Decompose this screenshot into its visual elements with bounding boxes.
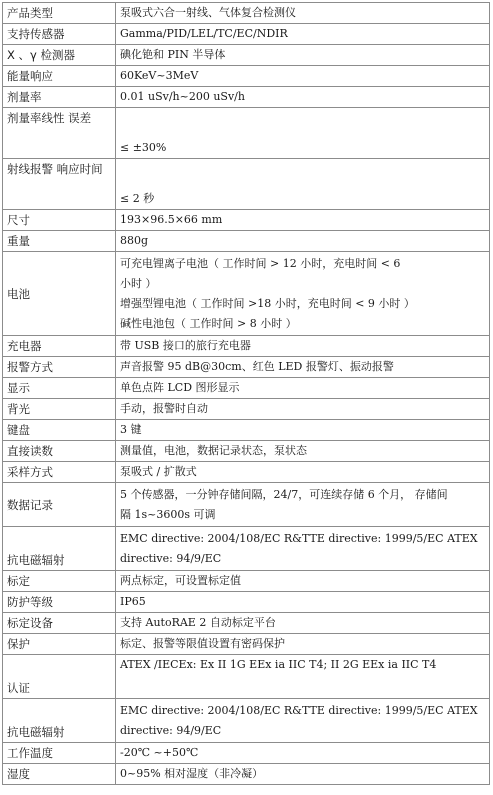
spec-table-body [3, 3, 490, 785]
spec-value [116, 159, 490, 210]
spec-table [2, 2, 490, 785]
spec-value-line: directive: 94/9/EC [120, 551, 222, 565]
spec-label: 电池 [3, 252, 116, 336]
spec-value [116, 45, 490, 66]
spec-value [116, 655, 490, 699]
spec-label: 抗电磁辐射 [3, 527, 116, 571]
spec-value-line: EMC directive: 2004/108/EC R&TTE directive: 1999/5/EC ATEX [120, 703, 478, 717]
spec-row [3, 231, 490, 252]
spec-value [116, 108, 490, 159]
spec-value [116, 571, 490, 592]
spec-row [3, 336, 490, 357]
spec-row [3, 764, 490, 785]
spec-row [3, 655, 490, 699]
spec-value-line: 60KeV~3MeV [120, 69, 199, 82]
spec-value [116, 336, 490, 357]
spec-value-line: ≤ 2 秒 [120, 192, 155, 205]
spec-value [116, 613, 490, 634]
spec-label: 键盘 [3, 420, 116, 441]
spec-value-line: 测量值，电池，数据记录状态，泵状态 [120, 444, 307, 457]
spec-value-line: 带 USB 接口的旅行充电器 [120, 339, 251, 352]
spec-label: 报警方式 [3, 357, 116, 378]
spec-row [3, 210, 490, 231]
spec-label: 认证 [3, 655, 116, 699]
spec-value-line: 声音报警 95 dB@30cm、红色 LED 报警灯、振动报警 [120, 360, 394, 373]
spec-value-line: 手动，报警时自动 [120, 402, 208, 415]
spec-value-line: -20℃ ~+50℃ [120, 746, 199, 759]
spec-value-line: 5 个传感器，一分钟存储间隔，24/7，可连续存储 6 个月， 存储间 [120, 487, 448, 501]
spec-value-line: EMC directive: 2004/108/EC R&TTE directive: 1999/5/EC ATEX [120, 531, 478, 545]
spec-row [3, 527, 490, 571]
spec-value-line: 0~95% 相对湿度（非冷凝） [120, 767, 264, 780]
spec-row [3, 634, 490, 655]
spec-value-line: Gamma/PID/LEL/TC/EC/NDIR [120, 27, 288, 40]
spec-value-line: 隔 1s~3600s 可调 [120, 507, 216, 521]
spec-value-line: 193×96.5×66 mm [120, 213, 223, 226]
spec-value [116, 378, 490, 399]
spec-row [3, 87, 490, 108]
spec-label: 重量 [3, 231, 116, 252]
spec-value-line: 两点标定，可设置标定值 [120, 574, 241, 587]
spec-label: 能量响应 [3, 66, 116, 87]
spec-value-line: 3 键 [120, 423, 142, 436]
spec-row [3, 420, 490, 441]
spec-value-line: ≤ ±30% [120, 141, 167, 154]
spec-value [116, 764, 490, 785]
spec-value-line: 碱性电池包（ 工作时间 > 8 小时 ） [120, 316, 297, 330]
spec-row [3, 483, 490, 527]
spec-value-line: 泵吸式 / 扩散式 [120, 465, 197, 478]
spec-label: 产品类型 [3, 3, 116, 24]
spec-label: 标定设备 [3, 613, 116, 634]
spec-value [116, 357, 490, 378]
spec-value [116, 527, 490, 571]
spec-value-line: 支持 AutoRAE 2 自动标定平台 [120, 616, 276, 629]
spec-value [116, 699, 490, 743]
spec-row [3, 743, 490, 764]
spec-label: 抗电磁辐射 [3, 699, 116, 743]
spec-label: 直接读数 [3, 441, 116, 462]
spec-row [3, 699, 490, 743]
spec-value-line: 单色点阵 LCD 图形显示 [120, 381, 240, 394]
spec-row [3, 159, 490, 210]
spec-row [3, 592, 490, 613]
spec-label: 充电器 [3, 336, 116, 357]
spec-row [3, 462, 490, 483]
spec-value-line: 可充电锂离子电池（ 工作时间 > 12 小时，充电时间 < 6 [120, 256, 401, 270]
spec-value-line: ATEX /IECEx: Ex II 1G EEx ia IIC T4; II 2G EEx ia IIC T4 [120, 658, 437, 671]
spec-label: 标定 [3, 571, 116, 592]
spec-value [116, 3, 490, 24]
spec-value [116, 743, 490, 764]
spec-value [116, 462, 490, 483]
spec-value [116, 441, 490, 462]
spec-row [3, 378, 490, 399]
spec-row [3, 45, 490, 66]
spec-value [116, 420, 490, 441]
spec-value [116, 483, 490, 527]
spec-value-line: 碘化铯和 PIN 半导体 [120, 48, 226, 61]
spec-label: 防护等级 [3, 592, 116, 613]
spec-row [3, 252, 490, 336]
spec-row [3, 441, 490, 462]
spec-label: 工作温度 [3, 743, 116, 764]
spec-label: 剂量率 [3, 87, 116, 108]
spec-value [116, 252, 490, 336]
spec-value-line: 880g [120, 234, 149, 247]
spec-label: 保护 [3, 634, 116, 655]
spec-label: 采样方式 [3, 462, 116, 483]
spec-value [116, 592, 490, 613]
spec-label: 尺寸 [3, 210, 116, 231]
spec-label: 数据记录 [3, 483, 116, 527]
spec-row [3, 613, 490, 634]
spec-value-line: 泵吸式六合一射线、气体复合检测仪 [120, 6, 296, 19]
spec-value [116, 210, 490, 231]
spec-value-line: 标定、报警等限值设置有密码保护 [120, 637, 285, 650]
spec-label: 显示 [3, 378, 116, 399]
spec-label: 背光 [3, 399, 116, 420]
spec-row [3, 108, 490, 159]
spec-value-line: 增强型锂电池（ 工作时间 >18 小时，充电时间 < 9 小时 ） [120, 296, 415, 310]
spec-value [116, 231, 490, 252]
spec-row [3, 24, 490, 45]
spec-row [3, 3, 490, 24]
spec-value [116, 66, 490, 87]
spec-label: 湿度 [3, 764, 116, 785]
spec-value-line: 0.01 uSv/h~200 uSv/h [120, 90, 245, 103]
spec-row [3, 399, 490, 420]
spec-label: 剂量率线性 误差 [3, 108, 116, 159]
spec-value-line: directive: 94/9/EC [120, 723, 222, 737]
spec-label: Χ 、γ 检测器 [3, 45, 116, 66]
spec-row [3, 571, 490, 592]
spec-value [116, 399, 490, 420]
spec-row [3, 357, 490, 378]
spec-label: 射线报警 响应时间 [3, 159, 116, 210]
spec-value [116, 24, 490, 45]
spec-value [116, 87, 490, 108]
spec-row [3, 66, 490, 87]
spec-value-line: 小时 ） [120, 276, 157, 290]
spec-label: 支持传感器 [3, 24, 116, 45]
spec-value [116, 634, 490, 655]
spec-value-line: IP65 [120, 595, 146, 608]
